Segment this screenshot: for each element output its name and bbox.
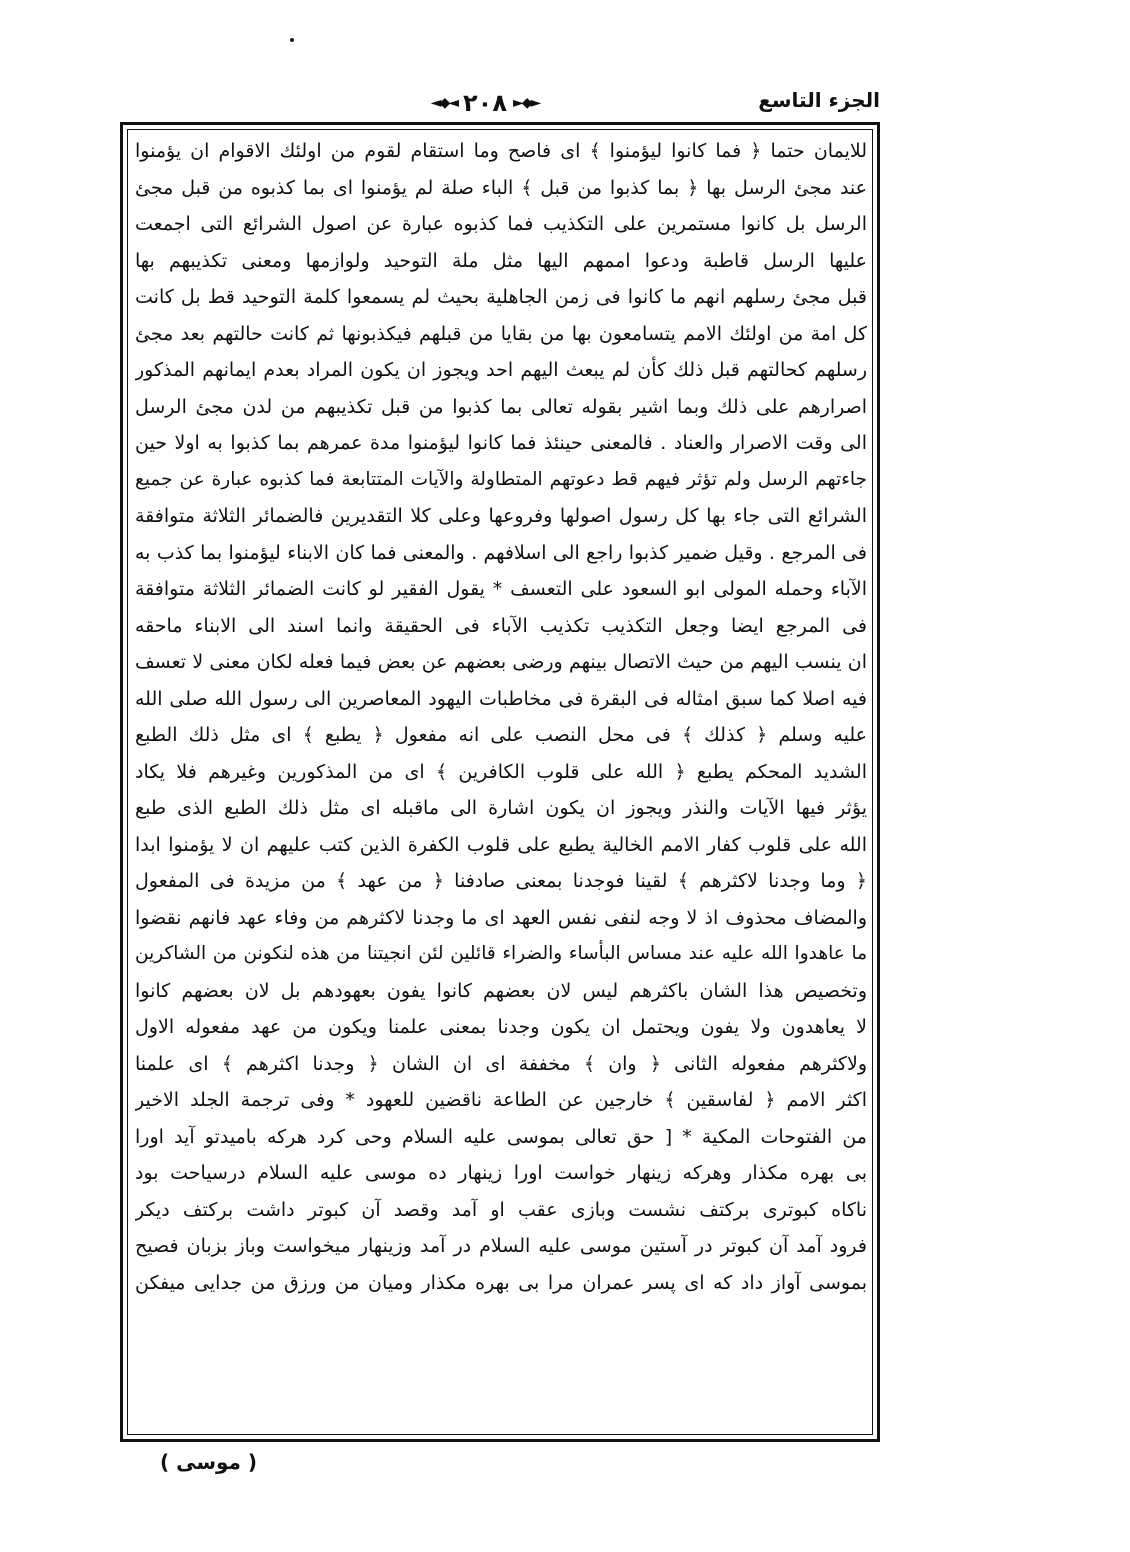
body-text (135, 133, 867, 1431)
text-line: اصرارهم على ذلك وبما اشير بقوله تعالى بما كذبوا من قبل تكذيبهم من لدن مجئ الرسل (135, 395, 867, 418)
text-line: فيه اصلا كما سبق امثاله فى البقرة فى مخاطبات اليهود المعاصرين الى رسول الله صلى الله (135, 687, 867, 710)
text-line: للايمان حتما ﴿ فما كانوا ليؤمنوا ﴾ اى فاصح وما استقام لقوم من اولئك الاقوام ان يؤمنوا (135, 140, 867, 162)
text-line: بى بهره مكذار وهركه زينهار خواست اورا زينهار ده موسى عليه السلام درسياحت بود (135, 1162, 867, 1184)
ornament-left-icon: ◄◆◄ (430, 95, 458, 111)
text-line: فى المرجع . وقيل ضمير كذبوا راجع الى اسلافهم . والمعنى فما كان الابناء ليؤمنوا بما كذب به (135, 541, 867, 564)
text-line: ناكاه كبوترى بركتف نشست وبازى عقب او آمد وقصد آن كبوتر داشت بركتف ديكر (135, 1198, 867, 1221)
text-line: الشرائع التى جاء بها كل رسول اصولها وفروعها وعلى كلا التقديرين فالضمائر الثلاثة متوافقة (135, 505, 867, 527)
text-line: ما عاهدوا الله عليه عند مساس البأساء والضراء قائلين لئن انجيتنا من هذه لنكونن من الشاكرين (135, 943, 867, 964)
text-line: من الفتوحات المكية * [ حق تعالى بموسى عليه السلام وحى كرد هركه باميدتو آيد اورا (135, 1125, 867, 1148)
text-line (135, 1374, 867, 1411)
text-line: كل امة من اولئك الامم يتسامعون بها من بقايا من قبلهم فيكذبونها ثم كانت حالتهم بعد مجئ (135, 322, 867, 345)
text-line: عليها الرسل قاطبة ودعوا اممهم اليها مثل ملة التوحيد ولوازمها ومعنى تكذيبهم بها (135, 249, 867, 272)
page-number: ٢٠٨ (463, 89, 507, 117)
page-header (120, 86, 880, 126)
text-line (135, 1301, 867, 1338)
text-line: ولاكثرهم مفعوله الثانى ﴿ وان ﴾ مخففة اى ان الشان ﴿ وجدنا اكثرهم ﴾ اى علمنا (135, 1052, 867, 1075)
text-line: بموسى آواز داد كه اى پسر عمران مرا بى بهره مكذار وميان من ورزق من جدايى ميفكن (135, 1271, 867, 1294)
text-line: عليه وسلم ﴿ كذلك ﴾ فى محل النصب على انه مفعول ﴿ يطبع ﴾ اى مثل ذلك الطبع (135, 724, 867, 746)
text-line: لا يعاهدون ولا يفون ويحتمل ان يكون وجدنا بمعنى علمنا ويكون من عهد مفعوله الاول (135, 1016, 867, 1038)
text-line: والمضاف محذوف اذ لا وجه لنفى نفس العهد اى ما وجدنا لاكثرهم من وفاء عهد فانهم نقضوا (135, 906, 867, 929)
catchword: ( موسى ) (160, 1450, 258, 1474)
ink-speck (290, 38, 294, 42)
text-line: اكثر الامم ﴿ لفاسقين ﴾ خارجين عن الطاعة ناقضين للعهود * وفى ترجمة الجلد الاخير (135, 1089, 867, 1111)
text-line: قبل مجئ رسلهم انهم ما كانوا فى زمن الجاهلية بحيث لم يسمعوا كلمة التوحيد قط بل كانت (135, 286, 867, 308)
text-line: ان ينسب اليهم من حيث الاتصال بينهم ورضى بعضهم عن بعض فيما فعله لكان معنى لا تعسف (135, 651, 867, 673)
part-label: الجزء التاسع (758, 88, 880, 112)
text-line: ﴿ وما وجدنا لاكثرهم ﴾ لقينا فوجدنا بمعنى صادفنا ﴿ من عهد ﴾ من مزيدة فى المفعول (135, 870, 867, 892)
text-line: الرسل بل كانوا مستمرين على التكذيب فما كذبوه عبارة عن اصول الشرائع التى اجمعت (135, 213, 867, 235)
page-number-group (420, 88, 550, 118)
text-line: وتخصيص هذا الشان باكثرهم ليس لان بعضهم كانوا يفون بعهودهم بل لان بعضهم كانوا (135, 979, 867, 1002)
ornament-right-icon: ►◆► (512, 95, 540, 111)
text-line (135, 1338, 867, 1375)
text-line: يؤثر فيها الآيات والنذر ويجوز ان يكون اشارة الى ماقبله اى مثل ذلك الطبع الذى طبع (135, 797, 867, 819)
text-line: الشديد المحكم يطبع ﴿ الله على قلوب الكافرين ﴾ اى من المذكورين وغيرهم فلا يكاد (135, 760, 867, 783)
text-line: رسلهم كحالتهم قبل ذلك كأن لم يبعث اليهم احد ويجوز ان يكون المراد بعدم ايمانهم المذكور (135, 359, 867, 381)
text-line: الله على قلوب كفار الامم الخالية يطبع على قلوب الكفرة الذين كتب عليهم ان لا يؤمنوا ابدا (135, 833, 867, 856)
text-line: الآباء وحمله المولى ابو السعود على التعسف * يقول الفقير لو كانت الضمائر الثلاثة متوافقة (135, 578, 867, 600)
text-line: فى المرجع ايضا وجعل التكذيب تكذيب الآباء فى الحقيقة وانما اسند الى الابناء ماحقه (135, 614, 867, 637)
text-line: عند مجئ الرسل بها ﴿ بما كذبوا من قبل ﴾ الباء صلة لم يؤمنوا اى بما كذبوه من قبل مجئ (135, 176, 867, 199)
text-line: جاءتهم الرسل ولم تؤثر فيهم قط دعوتهم المتطاولة والآيات المتتابعة فما كذبوه عبارة عن جميع (135, 468, 867, 490)
text-frame (120, 122, 880, 1442)
text-line: فرود آمد آن كبوتر در آستين موسى عليه السلام در آمد وزينهار ميخواست وباز بزبان فصيح (135, 1235, 867, 1257)
text-line: الى وقت الاصرار والعناد . فالمعنى حينئذ فما كانوا ليؤمنوا مدة عمرهم بما كذبوا به اولا حين (135, 432, 867, 454)
